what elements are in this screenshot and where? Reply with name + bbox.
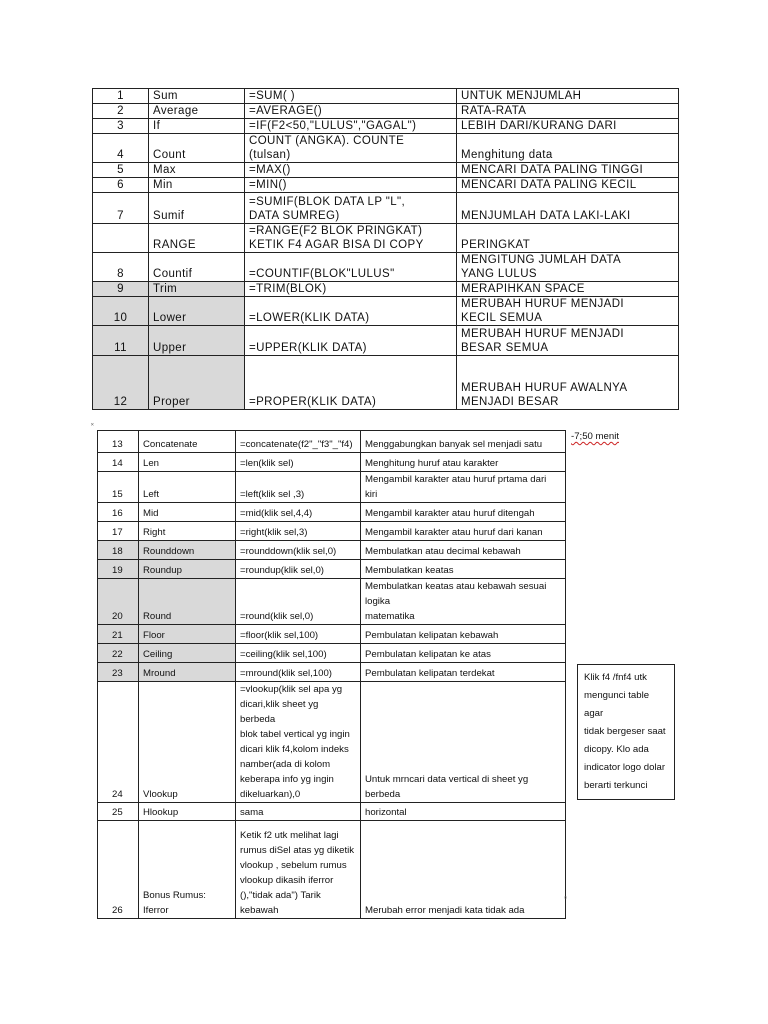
cell-name: Roundup — [139, 560, 236, 579]
cell-desc: Menghitung data — [457, 134, 679, 163]
cell-name: Bonus Rumus: Iferror — [139, 821, 236, 919]
cell-desc: Membulatkan keatas — [361, 560, 566, 579]
cell-desc: Untuk mrncari data vertical di sheet yg berbeda — [361, 682, 566, 803]
cell-no: 2 — [93, 104, 149, 119]
cell-formula: =concatenate(f2"_"f3"_"f4) — [236, 431, 361, 453]
cell-name: Min — [149, 178, 245, 193]
cell-formula: =SUM( ) — [245, 89, 457, 104]
table-row — [93, 178, 679, 193]
cell-name: Countif — [149, 253, 245, 282]
cell-formula: =rounddown(klik sel,0) — [236, 541, 361, 560]
time-note: -7;50 menit — [571, 431, 619, 442]
cell-desc: horizontal — [361, 803, 566, 821]
functions-table-uppercase — [92, 88, 679, 410]
cell-no: 19 — [98, 560, 139, 579]
cell-name: Count — [149, 134, 245, 163]
cell-name: Rounddown — [139, 541, 236, 560]
cell-desc: MENGITUNG JUMLAH DATA YANG LULUS — [457, 253, 679, 282]
cell-formula: =left(klik sel ,3) — [236, 472, 361, 503]
table-row — [98, 472, 566, 503]
cell-formula: =round(klik sel,0) — [236, 579, 361, 625]
table-row — [93, 326, 679, 356]
table-row — [98, 644, 566, 663]
cell-no: 8 — [93, 253, 149, 282]
cell-formula: =TRIM(BLOK) — [245, 282, 457, 297]
table-row — [98, 431, 566, 453]
table-row — [98, 541, 566, 560]
cell-name: Trim — [149, 282, 245, 297]
cell-desc: MERAPIHKAN SPACE — [457, 282, 679, 297]
cell-name: If — [149, 119, 245, 134]
cell-name: Concatenate — [139, 431, 236, 453]
table-row — [98, 560, 566, 579]
table-row — [98, 821, 566, 919]
cell-name: Sumif — [149, 193, 245, 224]
cell-name: Len — [139, 453, 236, 472]
cell-name: Sum — [149, 89, 245, 104]
cell-formula: =floor(klik sel,100) — [236, 625, 361, 644]
cell-formula: =UPPER(KLIK DATA) — [245, 326, 457, 356]
cell-desc: MENCARI DATA PALING TINGGI — [457, 163, 679, 178]
side-note-box: Klik f4 /fnf4 utk mengunci table agar tidak bergeser saat dicopy. Klo ada indicator logo dolar berarti terkunci — [577, 664, 675, 800]
cell-desc: Membulatkan atau decimal kebawah — [361, 541, 566, 560]
cell-formula: =roundup(klik sel,0) — [236, 560, 361, 579]
cell-no: 10 — [93, 297, 149, 326]
cell-formula: =mid(klik sel,4,4) — [236, 503, 361, 522]
table-row — [93, 163, 679, 178]
table-row — [93, 119, 679, 134]
cell-desc: Pembulatan kelipatan terdekat — [361, 663, 566, 682]
cell-desc: Menggabungkan banyak sel menjadi satu — [361, 431, 566, 453]
cell-name: Left — [139, 472, 236, 503]
corner-mark-bottom: ▫ — [564, 893, 567, 902]
table-row — [98, 579, 566, 625]
cell-desc: Pembulatan kelipatan kebawah — [361, 625, 566, 644]
cell-no: 26 — [98, 821, 139, 919]
cell-no — [93, 224, 149, 253]
cell-no: 18 — [98, 541, 139, 560]
cell-formula: =ceiling(klik sel,100) — [236, 644, 361, 663]
table-row — [98, 522, 566, 541]
cell-desc: Mengambil karakter atau huruf dari kanan — [361, 522, 566, 541]
table-row — [93, 297, 679, 326]
cell-name: Mround — [139, 663, 236, 682]
cell-formula: =vlookup(klik sel apa yg dicari,klik sheet yg berbeda blok tabel vertical yg ingin dicari klik f4,kolom indeks namber(ada di kolom keberapa info yg ingin dikeluarkan),0 — [236, 682, 361, 803]
cell-formula: =PROPER(KLIK DATA) — [245, 356, 457, 410]
table-row — [98, 663, 566, 682]
cell-no: 23 — [98, 663, 139, 682]
cell-desc: PERINGKAT — [457, 224, 679, 253]
cell-no: 3 — [93, 119, 149, 134]
cell-desc: LEBIH DARI/KURANG DARI — [457, 119, 679, 134]
cell-formula: =MAX() — [245, 163, 457, 178]
cell-no: 15 — [98, 472, 139, 503]
cell-no: 22 — [98, 644, 139, 663]
cell-name: Ceiling — [139, 644, 236, 663]
table-row — [98, 682, 566, 803]
cell-name: Hlookup — [139, 803, 236, 821]
cell-desc: MERUBAH HURUF MENJADI BESAR SEMUA — [457, 326, 679, 356]
cell-desc: MERUBAH HURUF MENJADI KECIL SEMUA — [457, 297, 679, 326]
cell-desc: MENCARI DATA PALING KECIL — [457, 178, 679, 193]
cell-name: Proper — [149, 356, 245, 410]
table-row — [98, 625, 566, 644]
cell-desc: Membulatkan keatas atau kebawah sesuai logika matematika — [361, 579, 566, 625]
cell-no: 16 — [98, 503, 139, 522]
cell-name: Floor — [139, 625, 236, 644]
table-row — [93, 356, 679, 410]
table-row — [93, 282, 679, 297]
cell-desc: RATA-RATA — [457, 104, 679, 119]
cell-no: 6 — [93, 178, 149, 193]
cell-no: 13 — [98, 431, 139, 453]
cell-no: 25 — [98, 803, 139, 821]
cell-formula: =IF(F2<50,"LULUS","GAGAL") — [245, 119, 457, 134]
cell-name: Mid — [139, 503, 236, 522]
cell-formula: COUNT (ANGKA). COUNTE (tulsan) — [245, 134, 457, 163]
cell-no: 4 — [93, 134, 149, 163]
cell-no: 11 — [93, 326, 149, 356]
cell-no: 7 — [93, 193, 149, 224]
cell-no: 20 — [98, 579, 139, 625]
cell-no: 17 — [98, 522, 139, 541]
cell-desc: Mengambil karakter atau huruf ditengah — [361, 503, 566, 522]
cell-desc: Merubah error menjadi kata tidak ada — [361, 821, 566, 919]
functions-table-lowercase — [97, 430, 566, 919]
cell-desc: Mengambil karakter atau huruf prtama dari kiri — [361, 472, 566, 503]
table-row — [98, 453, 566, 472]
cell-formula: =MIN() — [245, 178, 457, 193]
cell-formula: =len(klik sel) — [236, 453, 361, 472]
cell-name: Right — [139, 522, 236, 541]
cell-desc: UNTUK MENJUMLAH — [457, 89, 679, 104]
cell-no: 24 — [98, 682, 139, 803]
cell-name: RANGE — [149, 224, 245, 253]
cell-desc: Pembulatan kelipatan ke atas — [361, 644, 566, 663]
cell-no: 14 — [98, 453, 139, 472]
table-row — [98, 503, 566, 522]
cell-formula: =mround(klik sel,100) — [236, 663, 361, 682]
table-row — [93, 89, 679, 104]
cell-desc: Menghitung huruf atau karakter — [361, 453, 566, 472]
cell-formula: =AVERAGE() — [245, 104, 457, 119]
cell-name: Upper — [149, 326, 245, 356]
table-row — [93, 104, 679, 119]
cell-formula: =COUNTIF(BLOK"LULUS" — [245, 253, 457, 282]
cell-no: 12 — [93, 356, 149, 410]
cell-formula: =right(klik sel,3) — [236, 522, 361, 541]
cell-no: 21 — [98, 625, 139, 644]
cell-formula: sama — [236, 803, 361, 821]
table-row — [93, 193, 679, 224]
table-row — [98, 803, 566, 821]
cell-formula: =RANGE(F2 BLOK PRINGKAT) KETIK F4 AGAR BISA DI COPY — [245, 224, 457, 253]
cell-name: Round — [139, 579, 236, 625]
cell-no: 5 — [93, 163, 149, 178]
cell-name: Lower — [149, 297, 245, 326]
table-row — [93, 224, 679, 253]
cell-desc: MERUBAH HURUF AWALNYA MENJADI BESAR — [457, 356, 679, 410]
cell-desc: MENJUMLAH DATA LAKI-LAKI — [457, 193, 679, 224]
corner-mark-top: ˟ — [91, 422, 94, 431]
cell-formula: =SUMIF(BLOK DATA LP "L", DATA SUMREG) — [245, 193, 457, 224]
table-row — [93, 134, 679, 163]
cell-no: 9 — [93, 282, 149, 297]
table-row — [93, 253, 679, 282]
cell-formula: =LOWER(KLIK DATA) — [245, 297, 457, 326]
cell-name: Max — [149, 163, 245, 178]
cell-name: Average — [149, 104, 245, 119]
cell-no: 1 — [93, 89, 149, 104]
cell-formula: Ketik f2 utk melihat lagi rumus diSel atas yg diketik vlookup , sebelum rumus vlookup dikasih iferror (),"tidak ada") Tarik kebawah — [236, 821, 361, 919]
cell-name: Vlookup — [139, 682, 236, 803]
